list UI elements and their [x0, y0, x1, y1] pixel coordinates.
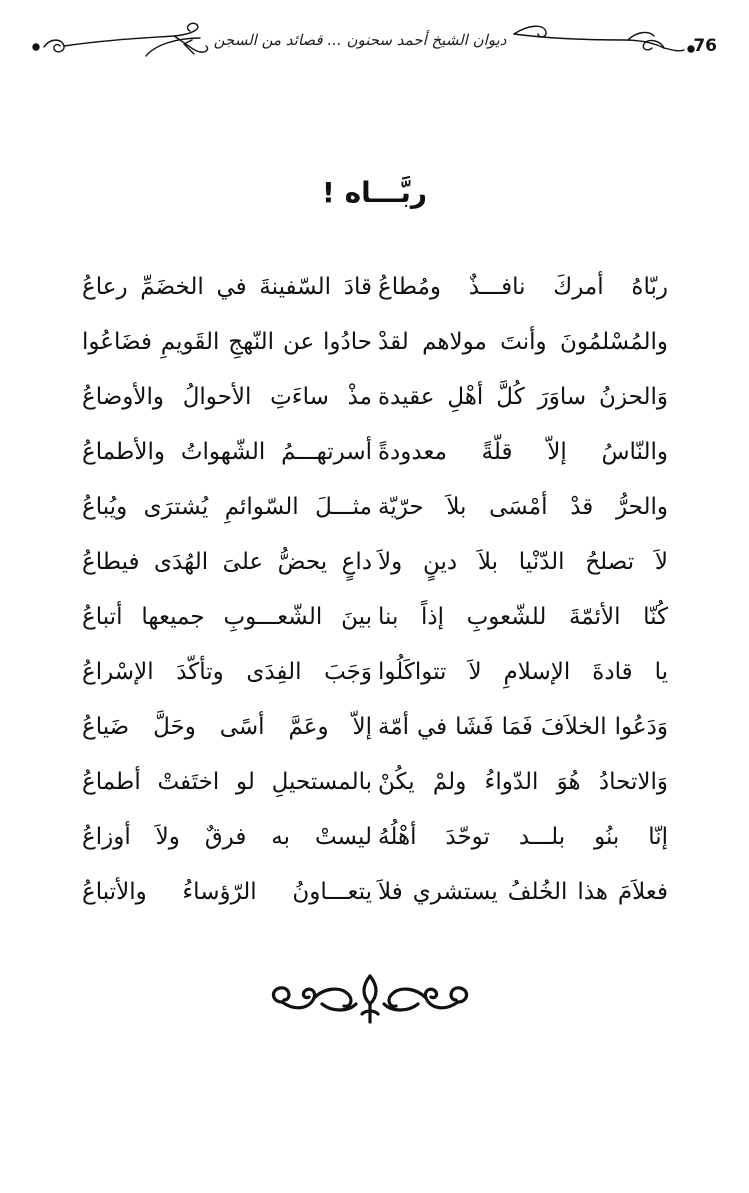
verse-first-hemistich: والنّاسُ إلاّ قلّةً معدودةً: [378, 439, 668, 465]
poem-title: ربَّـــاه !: [322, 176, 427, 209]
verse: [0, 647, 749, 697]
verse: [0, 537, 749, 587]
verse-second-hemistich: أسرتهـــمُ الشّهواتُ والأطماعُ: [82, 439, 372, 465]
verse-first-hemistich: يا قادةَ الإسلامِ لاَ تتواكَلُوا: [378, 659, 668, 685]
verse-first-hemistich: كُنّا الأئمّةَ للشّعوبِ إذاً بنا: [378, 604, 668, 630]
verse-first-hemistich: والمُسْلمُونَ وأنتَ مولاهم لقدْ: [378, 329, 668, 355]
verse-second-hemistich: مثـــلَ السّوائمِ يُشترَى ويُباعُ: [82, 494, 372, 520]
verse: [0, 262, 749, 312]
verse-first-hemistich: لاَ تصلحُ الدّنْيا بلاَ دينٍ ولاَ: [378, 549, 668, 575]
verse-first-hemistich: وَالحزنُ ساوَرَ كُلَّ أهْلِ عقيدة: [378, 384, 668, 410]
end-ornament: [262, 968, 478, 1032]
verse-first-hemistich: فعلاَمَ هذا الخُلفُ يستشري فلاَ: [378, 879, 668, 905]
verse-second-hemistich: إلاّ وعَمَّ أسًى وحَلَّ ضَياعُ: [82, 714, 372, 740]
verse-first-hemistich: ربّاهُ أمركَ نافـــذٌ ومُطاعُ: [378, 274, 668, 300]
verse: [0, 592, 749, 642]
verse: [0, 317, 749, 367]
verse: [0, 372, 749, 422]
verse-second-hemistich: يتعـــاونُ الرّؤساءُ والأتباعُ: [82, 879, 372, 905]
verse-second-hemistich: بالمستحيلِ لو اختَفتْ أطماعُ: [82, 769, 372, 795]
verse: [0, 812, 749, 862]
verse-second-hemistich: قادَ السّفينةَ في الخضَمِّ رعاعُ: [82, 274, 372, 300]
header-book-title: ديوان الشيخ أحمد سحنون ... قصائد من السجن: [213, 31, 507, 49]
verse-first-hemistich: إنّا بنُو بلـــد توحّدَ أهْلُهُ: [378, 824, 668, 850]
page-header: [0, 16, 749, 76]
verse: [0, 757, 749, 807]
verse-first-hemistich: والحرُّ قدْ أمْسَى بلاَ حرّيّة: [378, 494, 668, 520]
verse-second-hemistich: بينَ الشّعـــوبِ جميعها أتباعُ: [82, 604, 372, 630]
verse-first-hemistich: وَدَعُوا الخلاَفَ فَمَا فَشَا في أمّة: [378, 714, 668, 740]
verse-second-hemistich: وَجَبَ الفِدَى وتأكّدَ الإسْراعُ: [82, 659, 372, 685]
verse: [0, 427, 749, 477]
verse: [0, 867, 749, 917]
verse-second-hemistich: مذْ ساءَتِ الأحوالُ والأوضاعُ: [82, 384, 372, 410]
verse-second-hemistich: داعٍ يحضُّ علىَ الهُدَى فيطاعُ: [82, 549, 372, 575]
verse-second-hemistich: ليستْ به فرقٌ ولاَ أوزاعُ: [82, 824, 372, 850]
verse: [0, 702, 749, 752]
page-number: 76: [693, 36, 717, 56]
verse: [0, 482, 749, 532]
verse-second-hemistich: حادُوا عن النّهجِ القَويمِ فضَاعُوا: [82, 329, 372, 355]
verse-first-hemistich: وَالاتحادُ هُوَ الدّواءُ ولمْ يكُنْ: [378, 769, 668, 795]
